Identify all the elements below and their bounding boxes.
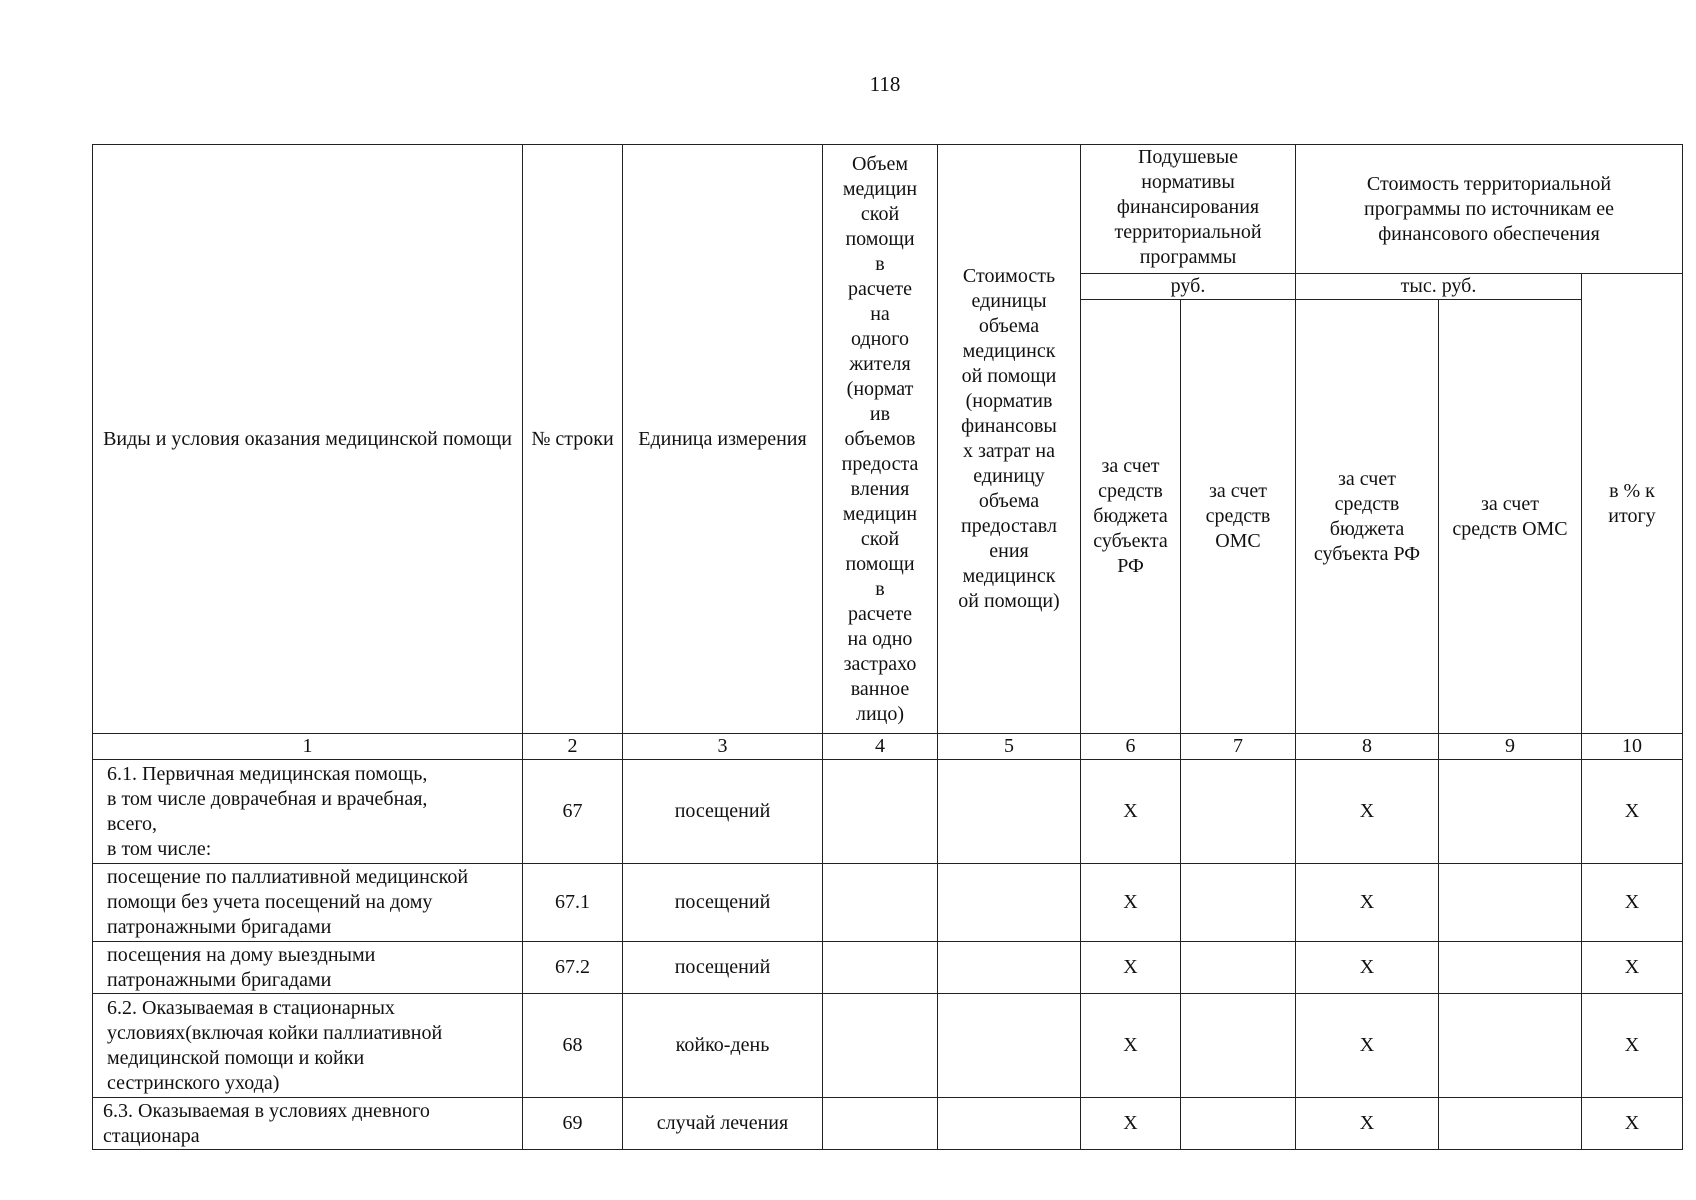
row-unit: случай лечения bbox=[623, 1098, 823, 1150]
row-line-number: 67 bbox=[523, 760, 623, 864]
row-name: 6.3. Оказываемая в условиях дневного стационара bbox=[93, 1098, 523, 1150]
row-line-number: 69 bbox=[523, 1098, 623, 1150]
row-volume bbox=[823, 1098, 938, 1150]
row-percent-of-total: X bbox=[1582, 942, 1683, 994]
row-cost-budget: X bbox=[1296, 942, 1439, 994]
header-percent-of-total: в % к итогу bbox=[1582, 274, 1683, 734]
page-number: 118 bbox=[869, 72, 901, 96]
header-kind-of-care: Виды и условия оказания медицинской помощи bbox=[93, 145, 523, 734]
row-unit-cost bbox=[938, 760, 1081, 864]
header-cost-group: Стоимость территориальной программы по источникам ее финансового обеспечения bbox=[1296, 145, 1683, 274]
header-unit-thousand-rub: тыс. руб. bbox=[1296, 274, 1582, 300]
column-number: 8 bbox=[1296, 734, 1439, 760]
row-per-capita-budget: X bbox=[1081, 864, 1181, 942]
row-cost-oms bbox=[1439, 760, 1582, 864]
column-number: 2 bbox=[523, 734, 623, 760]
header-cost-oms: за счет средств ОМС bbox=[1439, 300, 1582, 734]
row-cost-oms bbox=[1439, 864, 1582, 942]
row-percent-of-total: X bbox=[1582, 994, 1683, 1098]
column-number: 6 bbox=[1081, 734, 1181, 760]
row-per-capita-oms bbox=[1181, 864, 1296, 942]
table-row bbox=[93, 942, 1683, 994]
row-unit: посещений bbox=[623, 864, 823, 942]
table-row bbox=[93, 1098, 1683, 1150]
row-percent-of-total: X bbox=[1582, 760, 1683, 864]
row-unit-cost bbox=[938, 1098, 1081, 1150]
column-number: 5 bbox=[938, 734, 1081, 760]
row-name: 6.1. Первичная медицинская помощь, в том числе доврачебная и врачебная, всего, в том числе: bbox=[93, 760, 523, 864]
row-cost-oms bbox=[1439, 942, 1582, 994]
row-percent-of-total: X bbox=[1582, 1098, 1683, 1150]
header-unit: Единица измерения bbox=[623, 145, 823, 734]
row-per-capita-oms bbox=[1181, 1098, 1296, 1150]
row-percent-of-total: X bbox=[1582, 864, 1683, 942]
column-number: 7 bbox=[1181, 734, 1296, 760]
row-unit-cost bbox=[938, 994, 1081, 1098]
header-unit-cost: Стоимость единицы объема медицинск ой помощи (норматив финансовы х затрат на единицу объема предоставл ения медицинск ой помощи) bbox=[938, 145, 1081, 734]
row-unit-cost bbox=[938, 942, 1081, 994]
column-number: 4 bbox=[823, 734, 938, 760]
row-cost-oms bbox=[1439, 1098, 1582, 1150]
row-per-capita-oms bbox=[1181, 994, 1296, 1098]
column-number-row bbox=[93, 734, 1683, 760]
row-line-number: 67.2 bbox=[523, 942, 623, 994]
row-unit-cost bbox=[938, 864, 1081, 942]
row-name: 6.2. Оказываемая в стационарных условиях(включая койки паллиативной медицинской помощи и койки сестринского ухода) bbox=[93, 994, 523, 1098]
row-per-capita-oms bbox=[1181, 760, 1296, 864]
column-number: 3 bbox=[623, 734, 823, 760]
row-cost-budget: X bbox=[1296, 1098, 1439, 1150]
row-volume bbox=[823, 864, 938, 942]
row-name: посещение по паллиативной медицинской помощи без учета посещений на дому патронажными бригадами bbox=[93, 864, 523, 942]
header-volume: Объем медицин ской помощи в расчете на одного жителя (нормат ив объемов предоста вления медицин ской помощи в расчете на одно застрахо ванное лицо) bbox=[823, 145, 938, 734]
header-per-capita-group: Подушевые нормативы финансирования территориальной программы bbox=[1081, 145, 1296, 274]
row-cost-budget: X bbox=[1296, 994, 1439, 1098]
row-volume bbox=[823, 942, 938, 994]
row-line-number: 67.1 bbox=[523, 864, 623, 942]
row-unit: посещений bbox=[623, 760, 823, 864]
header-unit-rub: руб. bbox=[1081, 274, 1296, 300]
row-name: посещения на дому выездными патронажными бригадами bbox=[93, 942, 523, 994]
row-per-capita-budget: X bbox=[1081, 994, 1181, 1098]
row-unit: посещений bbox=[623, 942, 823, 994]
row-cost-budget: X bbox=[1296, 760, 1439, 864]
table-row bbox=[93, 864, 1683, 942]
row-cost-budget: X bbox=[1296, 864, 1439, 942]
row-per-capita-budget: X bbox=[1081, 1098, 1181, 1150]
row-line-number: 68 bbox=[523, 994, 623, 1098]
column-number: 9 bbox=[1439, 734, 1582, 760]
header-per-capita-oms: за счет средств ОМС bbox=[1181, 300, 1296, 734]
row-volume bbox=[823, 994, 938, 1098]
row-per-capita-budget: X bbox=[1081, 942, 1181, 994]
row-per-capita-budget: X bbox=[1081, 760, 1181, 864]
header-per-capita-budget: за счет средств бюджета субъекта РФ bbox=[1081, 300, 1181, 734]
financing-table bbox=[92, 144, 1683, 1150]
column-number: 10 bbox=[1582, 734, 1683, 760]
column-number: 1 bbox=[93, 734, 523, 760]
row-cost-oms bbox=[1439, 994, 1582, 1098]
row-unit: койко-день bbox=[623, 994, 823, 1098]
header-cost-budget: за счет средств бюджета субъекта РФ bbox=[1296, 300, 1439, 734]
table-row bbox=[93, 994, 1683, 1098]
header-line-number: № строки bbox=[523, 145, 623, 734]
row-volume bbox=[823, 760, 938, 864]
row-per-capita-oms bbox=[1181, 942, 1296, 994]
table-row bbox=[93, 760, 1683, 864]
